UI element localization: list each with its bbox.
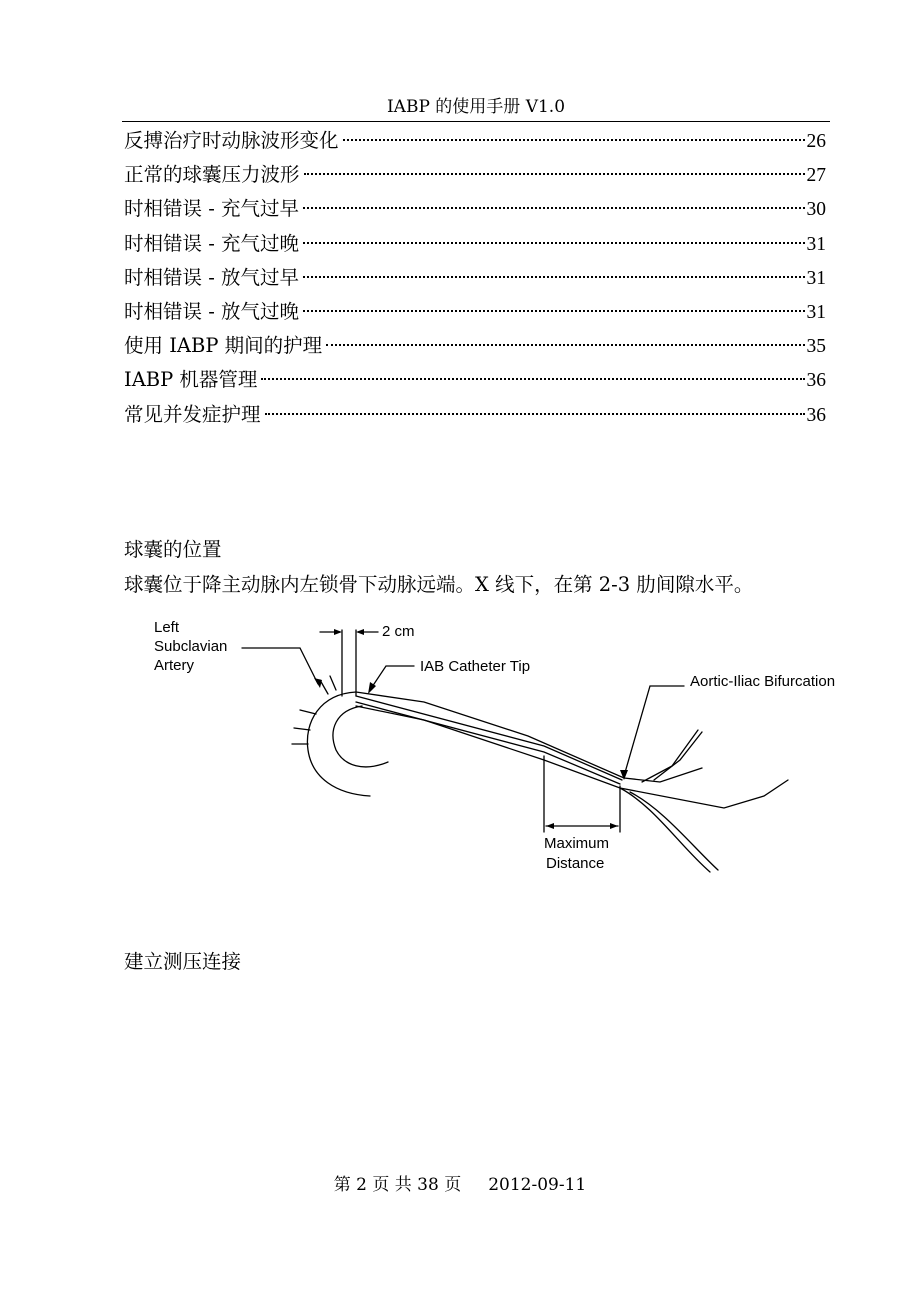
toc-entry-title: 反搏治疗时动脉波形变化 [124, 129, 339, 152]
label-catheter-tip: IAB Catheter Tip [420, 658, 531, 675]
toc-entry-title: 正常的球囊压力波形 [124, 163, 300, 187]
toc-entry[interactable] [124, 124, 826, 158]
section-paragraph: 球囊位于降主动脉内左锁骨下动脉远端。X 线下，在第 2-3 肋间隙水平。 [124, 573, 754, 596]
section-title-balloon-position: 球囊的位置 [124, 538, 222, 561]
max-arrowhead-right [610, 823, 618, 829]
toc-entry-title: 时相错误 - 放气过晚 [124, 299, 299, 323]
label-bifurcation: Aortic-Iliac Bifurcation [690, 673, 836, 690]
toc-entry-page: 35 [806, 336, 826, 358]
toc-entry[interactable] [124, 329, 826, 363]
toc-leader-dots [303, 310, 805, 312]
iliac-branch-upper [642, 730, 698, 782]
page-footer: 第 2 页 共 38 页 2012-09-11 [333, 1175, 587, 1195]
label-left-1: Left [154, 619, 180, 636]
toc-leader-dots [304, 173, 805, 175]
distance-arrowhead-right [356, 629, 364, 635]
toc-leader-dots [303, 276, 805, 278]
toc-entry-title: 使用 IABP 期间的护理 [124, 334, 323, 358]
header-rule [122, 121, 830, 122]
toc-entry-page: 31 [806, 233, 826, 255]
label-left-3: Artery [154, 657, 195, 674]
max-arrowhead-left [546, 823, 554, 829]
toc-entry-page: 30 [806, 199, 826, 221]
toc-entry-page: 31 [806, 267, 826, 289]
aortic-arch-inner [333, 706, 388, 767]
toc-leader-dots [326, 344, 804, 346]
page-header: IABP 的使用手册 V1.0 [386, 97, 566, 117]
toc-entry[interactable] [124, 192, 826, 226]
iliac-branch-lower-outer [620, 788, 710, 872]
toc-leader-dots [303, 207, 805, 209]
aorta-upper-wall [356, 692, 702, 782]
arch-branch-5 [330, 676, 336, 690]
toc-entry[interactable] [124, 398, 826, 432]
aorta-lower-wall [356, 706, 788, 808]
label-max-distance-2: Distance [546, 855, 605, 872]
toc-leader-dots [303, 242, 805, 244]
toc-entry-page: 36 [806, 404, 826, 426]
arch-branch-2 [294, 728, 310, 730]
subclavian-leader [242, 648, 318, 684]
toc-leader-dots [343, 139, 805, 141]
toc-entry[interactable] [124, 363, 826, 397]
toc-entry-title: 常见并发症护理 [124, 402, 261, 426]
toc-leader-dots [261, 378, 804, 380]
toc-entry[interactable] [124, 261, 826, 295]
iliac-branch-upper-2 [654, 732, 702, 780]
table-of-contents [124, 124, 826, 432]
label-max-distance-1: Maximum [544, 835, 610, 852]
toc-entry-page: 31 [806, 301, 826, 323]
arch-branch-1 [300, 710, 316, 714]
subclavian-arrowhead [314, 678, 322, 688]
toc-entry[interactable] [124, 227, 826, 261]
toc-entry-page: 36 [806, 370, 826, 392]
toc-entry[interactable] [124, 295, 826, 329]
distance-arrowhead-left [334, 629, 342, 635]
label-left-2: Subclavian [154, 638, 228, 655]
tip-leader [370, 666, 414, 690]
toc-entry-title: 时相错误 - 充气过晚 [124, 231, 299, 255]
toc-entry-title: 时相错误 - 放气过早 [124, 265, 299, 289]
iab-position-diagram [124, 610, 884, 890]
toc-entry-title: 时相错误 - 充气过早 [124, 197, 299, 221]
toc-leader-dots [265, 413, 805, 415]
label-distance: 2 cm [382, 623, 415, 640]
toc-entry[interactable] [124, 158, 826, 192]
toc-entry-page: 26 [806, 131, 826, 152]
section-title-pressure-connection: 建立测压连接 [124, 950, 242, 973]
toc-entry-page: 27 [806, 165, 826, 187]
toc-entry-title: IABP 机器管理 [124, 368, 258, 392]
